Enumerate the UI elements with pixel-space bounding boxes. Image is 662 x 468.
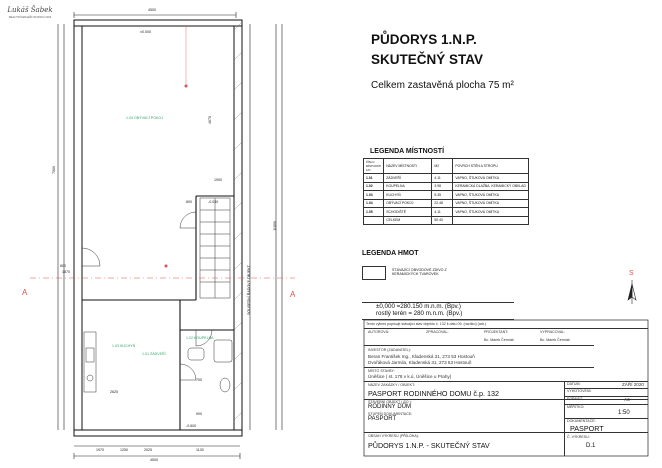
tb-doc: PASPORT	[570, 424, 604, 433]
tb-sheet-label: Č. VÝKRESU:	[567, 435, 590, 439]
tb-project-label: NÁZEV ZAKÁZKY / OBJEKT:	[368, 383, 415, 387]
tb-role-2: ZPRACOVAL:	[426, 330, 449, 334]
room-num: 1.02	[364, 182, 384, 191]
dim-bath-door: 700	[196, 378, 202, 382]
col-header-num: ČÍSLO MÍSTNOSTI 1/N	[364, 159, 384, 174]
room-label-hall: 1.01 ZÁDVEŘÍ	[142, 352, 166, 356]
room-finish: VAPNO, ŠTUKOVÁ OMÍTKA	[453, 208, 529, 217]
table-header-row	[364, 159, 529, 174]
tb-divider	[364, 381, 648, 382]
room-name: SCHODIŠTĚ	[384, 208, 432, 217]
tb-kind-label: VYHOTOVENÍ:	[567, 389, 592, 393]
tb-place-label: MÍSTO STAVBY:	[368, 369, 395, 373]
section-label-right: A	[290, 290, 296, 299]
tb-role-4: VYPRACOVAL:	[540, 330, 566, 334]
table-row	[364, 191, 529, 200]
section-label-left: A	[22, 288, 28, 297]
tb-place: Úněšice ( st. 178 v k.ú. Úněšice u Prahy)	[368, 374, 452, 379]
room-label-bath: 1.02 KOUPELNA	[186, 336, 214, 340]
tb-note: Tento výkres popisuje stávající stav objektu č. 132 k datu 09. (razítko) (adr.)	[366, 322, 487, 326]
tb-investor-2: Dvořáková Jarmila, Kladenská 31, 273 53 Hostouň	[368, 360, 472, 365]
tb-doc-label: DOKUMENTACE:	[567, 419, 596, 423]
table-total-row	[364, 216, 529, 225]
tb-drawing: PŮDORYS 1.N.P. - SKUTEČNÝ STAV	[368, 441, 490, 450]
room-area: 22.48	[432, 199, 453, 208]
tb-format-label: FORMÁT:	[567, 397, 583, 401]
dim-bath: 900	[196, 412, 202, 416]
total-label: CELKEM	[384, 216, 432, 225]
tb-divider	[364, 345, 594, 346]
page-title: PŮDORYS 1.N.P.	[371, 32, 477, 47]
dim-door: 800	[186, 200, 192, 204]
level-zero: ±0,000 =280.150 m.n.m. (Bpv.)	[376, 303, 461, 310]
tb-phase: PASPORT	[368, 416, 397, 422]
table-row	[364, 199, 529, 208]
tb-date: ZÁŘÍ 2020	[622, 382, 644, 387]
tb-drawing-label: OBSAH VÝKRESU (PŘÍLOHA):	[368, 434, 419, 438]
room-area: 4.11	[432, 208, 453, 217]
page-subtitle: SKUTEČNÝ STAV	[371, 52, 484, 67]
col-header-finish: POVRCH STĚN A STROPU	[453, 159, 529, 174]
room-finish: VAPNO, ŠTUKOVÁ OMÍTKA	[453, 199, 529, 208]
level-top: ±0.000	[140, 30, 151, 34]
built-area: Celkem zastavěná plocha 75 m²	[371, 80, 514, 91]
tb-sheet: D.1	[586, 443, 596, 449]
empty-cell	[364, 216, 384, 225]
tb-object-label: STAVEBNÍ OBJEKT ( SO ):	[368, 400, 412, 404]
room-finish: VAPNO, ŠTUKOVÁ OMÍTKA	[453, 191, 529, 200]
col-header-name: NÁZEV MÍSTNOSTI	[384, 159, 432, 174]
dim-bottom-2: 1250	[120, 448, 128, 452]
room-num: 1.05	[364, 208, 384, 217]
dim-bottom-3: 2025	[144, 448, 152, 452]
table-row	[364, 182, 529, 191]
room-name: ZÁDVEŘÍ	[384, 174, 432, 183]
tb-phase-label: STUPEŇ DOKUMENTACE:	[368, 412, 413, 416]
room-area: 4.11	[432, 174, 453, 183]
room-name: KUCHYŇ	[384, 191, 432, 200]
room-label-kitchen: 1.03 KUCHYŇ	[112, 344, 136, 348]
table-row	[364, 174, 529, 183]
col-header-area: M2	[432, 159, 453, 174]
dim-bottom-4: 1130	[196, 448, 204, 452]
room-name: KOUPELNA	[384, 182, 432, 191]
tb-scale: 1:50	[618, 410, 630, 416]
tb-role-3: PROJEKTANT:	[484, 330, 509, 334]
dim-interior-2: 1900	[214, 178, 222, 182]
tb-role-name-1: Bc. Marek Čermák	[484, 338, 514, 342]
room-name: OBÝVACÍ POKOJ	[384, 199, 432, 208]
table-row	[364, 208, 529, 217]
material-swatch	[362, 266, 386, 280]
room-finish: KERAMICKÁ DLAŽBA, KERAMICKÝ OBKLAD	[453, 182, 529, 191]
level-bottom: -0.600	[186, 424, 197, 428]
room-num: 1.03	[364, 191, 384, 200]
dim-left-1: 7000	[52, 166, 56, 174]
tb-investor-1: Beran František Ing., Kladenská 31, 273 53 Hostouň	[368, 354, 475, 359]
tb-project: PASPORT RODINNÉHO DOMU č.p. 132	[368, 389, 500, 398]
room-num: 1.04	[364, 199, 384, 208]
dim-interior-1: 4670	[208, 116, 212, 124]
tb-scale-label: MĚŘÍTKO:	[567, 405, 585, 409]
logo-tagline: REALITNÍ MAKLÉŘ OD ROKU 2016	[8, 16, 52, 19]
room-label-living: 1.04 OBÝVACÍ POKOJ	[126, 116, 163, 120]
tb-format: A3	[624, 397, 630, 402]
dim-bottom-1: 1970	[96, 448, 104, 452]
rooms-legend-table	[363, 158, 529, 225]
room-num: 1.01	[364, 174, 384, 183]
materials-legend-title: LEGENDA HMOT	[362, 250, 419, 257]
room-area: 3.98	[432, 182, 453, 191]
total-value: 50.40	[432, 216, 453, 225]
tb-object: RODINNÝ DŮM	[368, 404, 411, 410]
tb-role-1: AUTOROVÁ:	[368, 330, 390, 334]
room-finish: VAPNO, ŠTUKOVÁ OMÍTKA	[453, 174, 529, 183]
level-mid: -0.030	[208, 200, 219, 204]
tb-divider	[364, 432, 648, 433]
north-label: S	[629, 270, 634, 277]
material-label: STÁVAJÍCÍ OBVODOVÉ ZDIVO Z KERAMICKÝCH TVAROVEK	[392, 268, 447, 276]
rooms-legend-title: LEGENDA MÍSTNOSTÍ	[370, 148, 445, 155]
dim-right-1: 11800	[272, 221, 277, 231]
tb-divider	[364, 367, 594, 368]
dim-bottom-left: 2625	[110, 390, 118, 394]
logo-signature: Lukáš Šabek	[7, 6, 53, 14]
dim-left-2: 1870	[62, 270, 70, 274]
room-area: 5.35	[432, 191, 453, 200]
empty-cell	[453, 216, 529, 225]
tb-date-label: DATUM:	[567, 382, 581, 386]
level-terrain: rostlý terén = 280 m.n.m. (Bpv.)	[376, 310, 463, 317]
dim-top: 4500	[148, 8, 156, 12]
dim-total-bottom: 4500	[150, 458, 158, 462]
dim-window: 800	[60, 264, 66, 268]
tb-role-name-2: Bc. Marek Čermák	[540, 338, 570, 342]
tb-divider	[364, 328, 648, 329]
tb-investor-label: INVESTOR (ZADAVATEL):	[368, 348, 411, 352]
neighbour-label: SOUSEDNÍ ŘADOVÝ OBJEKT	[246, 265, 251, 315]
